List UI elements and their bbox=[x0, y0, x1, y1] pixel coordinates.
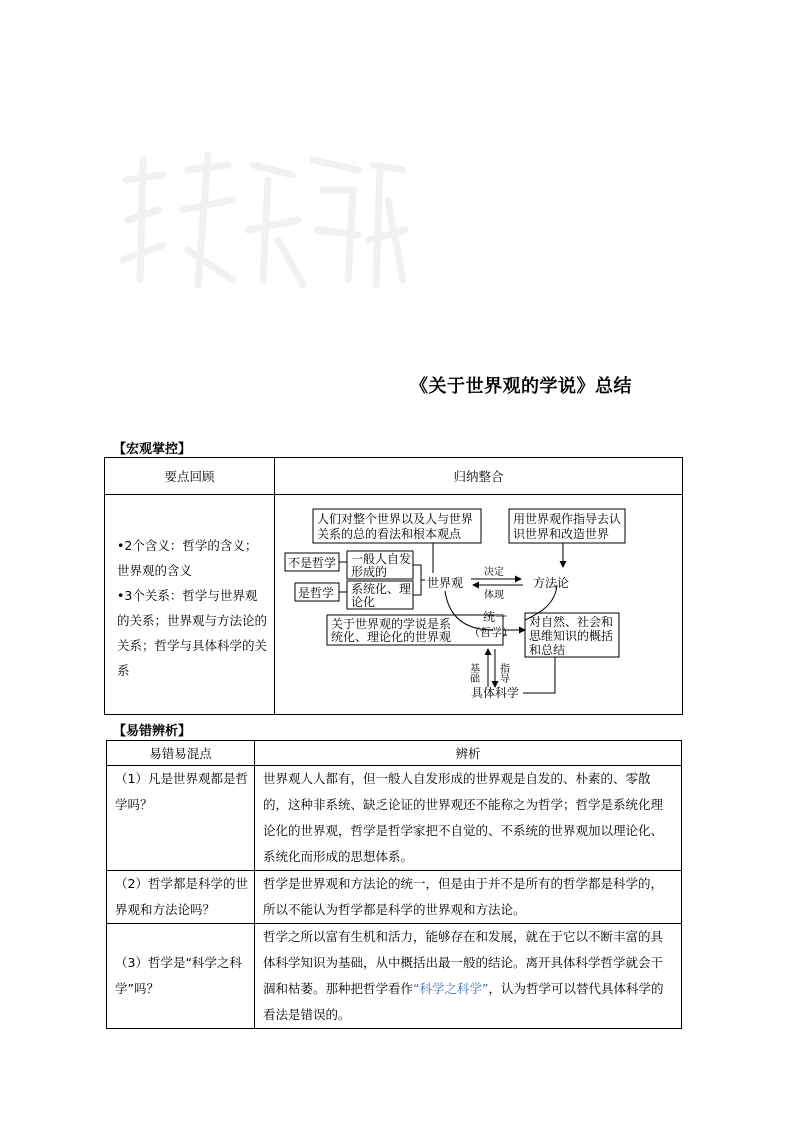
summary-diagram-cell bbox=[275, 495, 683, 715]
spontaneous-line2: 形成的 bbox=[351, 565, 388, 579]
worldview-definition-line1: 人们对整个世界以及人与世界 bbox=[317, 512, 474, 526]
theory-line2: 统化、理论化的世界观 bbox=[331, 630, 452, 644]
worldview-node: 世界观 bbox=[427, 576, 464, 590]
analysis-cell: 世界观人人都有，但一般人自发形成的世界观是自发的、朴素的、零散的，这种非系统、缺乏论证的世界观还不能称之为哲学；哲学是系统化理论化的世界观，哲学是哲学家把不自觉的、不系统的世界观加以理论化、系统化而形成的思想体系。 bbox=[255, 766, 682, 871]
review-line-relations: •3个关系：哲学与世界观的关系；世界观与方法论的关系；哲学与具体科学的关系 bbox=[117, 588, 268, 678]
decide-label: 决定 bbox=[484, 567, 504, 578]
theory-line1: 关于世界观的学说是系 bbox=[331, 617, 452, 631]
specific-science-node: 具体科学 bbox=[471, 686, 520, 700]
table-row bbox=[107, 924, 682, 1029]
embody-label: 体现 bbox=[484, 590, 504, 601]
analysis-text-end: ，认为哲学可以替代具体科学的看法是错误的。 bbox=[263, 981, 664, 1022]
philosophy-node: （哲学） bbox=[469, 626, 513, 639]
review-line-meanings: •2个含义：哲学的含义；世界观的含义 bbox=[117, 538, 258, 578]
worldview-definition-line2: 关系的总的看法和根本观点 bbox=[317, 527, 462, 541]
watermark-logo bbox=[118, 150, 408, 290]
analysis-cell bbox=[255, 924, 682, 1029]
basis-label: 基础 bbox=[467, 663, 479, 683]
methodology-node: 方法论 bbox=[533, 576, 570, 590]
systematic-line1: 系统化、理 bbox=[351, 582, 412, 596]
is-philosophy-label: 是哲学 bbox=[298, 586, 335, 600]
generalization-line1: 对自然、社会和 bbox=[529, 615, 614, 629]
methodology-definition-line2: 识世界和改造世界 bbox=[513, 527, 610, 541]
concept-diagram bbox=[275, 495, 681, 711]
column-header-point: 易错易混点 bbox=[107, 741, 255, 766]
question-cell: （3）哲学是“科学之科学”吗？ bbox=[107, 924, 255, 1029]
systematic-line2: 论化 bbox=[351, 595, 376, 609]
analysis-text: 哲学之所以富有生机和活力，能够存在和发展，就在于它以不断丰富的具体科学知识为基础，从中概括出最一般的结论。离开具体科学哲学就会干涸和枯萎。那种把哲学看作 bbox=[263, 929, 664, 996]
section-heading-macro: 【宏观掌控】 bbox=[113, 442, 192, 457]
generalization-line2: 思维知识的概括 bbox=[529, 629, 614, 643]
review-cell bbox=[105, 495, 275, 715]
methodology-definition-line1: 用世界观作指导去认 bbox=[513, 512, 622, 526]
analysis-cell: 哲学是世界观和方法论的统一，但是由于并不是所有的哲学都是科学的，所以不能认为哲学都是科学的世界观和方法论。 bbox=[255, 871, 682, 924]
unity-node: 统一 bbox=[483, 610, 508, 624]
not-philosophy-label: 不是哲学 bbox=[288, 556, 337, 570]
section-heading-errors: 【易错辨析】 bbox=[113, 724, 192, 739]
table-row bbox=[107, 766, 682, 871]
guide-label: 指导 bbox=[497, 663, 509, 683]
highlighted-phrase: “科学之科学” bbox=[413, 981, 489, 996]
spontaneous-line1: 一般人自发 bbox=[351, 552, 412, 566]
generalization-line3: 和总结 bbox=[529, 643, 566, 657]
errors-table bbox=[106, 740, 682, 1029]
column-header-summary: 归纳整合 bbox=[275, 458, 683, 495]
question-cell: （1）凡是世界观都是哲学吗？ bbox=[107, 766, 255, 871]
column-header-analysis: 辨析 bbox=[255, 741, 682, 766]
table-row bbox=[107, 871, 682, 924]
page-title: 《关于世界观的学说》总结 bbox=[410, 376, 632, 397]
question-cell: （2）哲学都是科学的世界观和方法论吗？ bbox=[107, 871, 255, 924]
macro-table bbox=[104, 457, 683, 715]
column-header-review: 要点回顾 bbox=[105, 458, 275, 495]
